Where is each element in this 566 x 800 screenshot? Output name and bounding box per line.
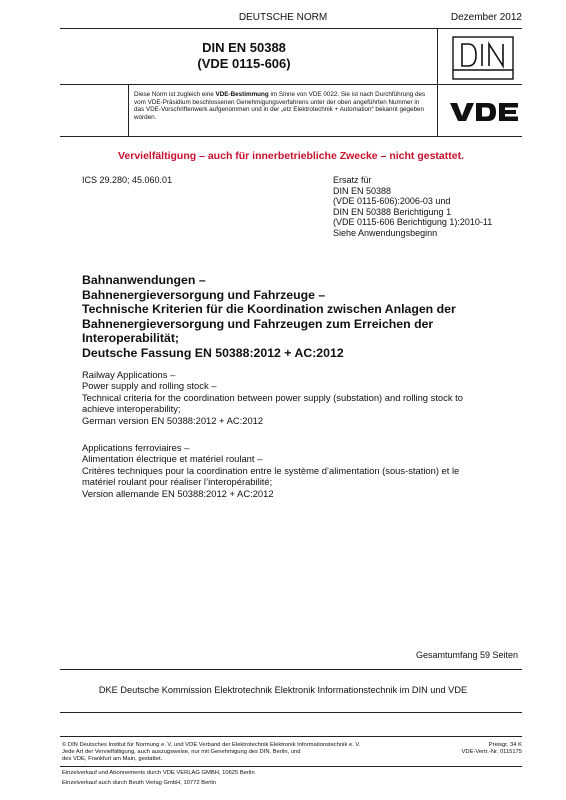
sales-rule (60, 766, 522, 767)
replaces-line: (VDE 0115-606 Berichtigung 1):2010-11 (333, 217, 493, 228)
title-german-line: Deutsche Fassung EN 50388:2012 + AC:2012 (82, 345, 344, 360)
price-block (462, 742, 522, 756)
dke-top-rule (60, 669, 522, 670)
note-text-after: im Sinne von VDE 0022. Sie ist nach Durchführung des vom VDE-Präsidium beschlossenen Genehmigungsverfahrens unter der oben angeführten Nummer in das VDE-Vorschriftenwerk aufgenommen und in der „etz Elektrotechnik + Automation“ bekannt gegeben worden. (134, 91, 426, 121)
replaces-block (333, 175, 492, 239)
title-german-line: Technische Kriterien für die Koordination zwischen Anlagen der (82, 302, 456, 317)
note-left-rule (128, 84, 129, 136)
replaces-line: (VDE 0115-606):2006-03 und (333, 196, 451, 207)
title-german-line: Bahnenergieversorgung und Fahrzeugen zum Erreichen der (82, 316, 434, 331)
title-french-line: Critères techniques pour la coordination entre le système d’alimentation (sous-station) et le (82, 464, 460, 476)
title-french-line: matériel roulant pour réaliser l’interopérabilité; (82, 476, 273, 488)
sales-vde-verlag: Einzelverkauf und Abonnements durch VDE VERLAG GMBH, 10625 Berlin (62, 770, 255, 776)
replaces-line: Ersatz für (333, 175, 372, 185)
title-english-line: Railway Applications – (82, 369, 176, 380)
dke-bottom-rule (60, 712, 522, 713)
copy-prohibition-warning: Vervielfältigung – auch für innerbetriebliche Zwecke – nicht gestattet. (117, 150, 464, 162)
note-text-before: Diese Norm ist zugleich eine (134, 91, 216, 98)
title-german-line: Bahnenergieversorgung und Fahrzeuge – (82, 287, 326, 302)
copyright-line: des VDE, Frankfurt am Main, gestattet. (62, 756, 163, 762)
vde-distribution-number: VDE-Vertr.-Nr. 0115175 (461, 749, 522, 755)
logo-column-rule (437, 28, 438, 136)
title-english-line: achieve interoperability; (82, 403, 181, 415)
din-logo (452, 36, 514, 80)
title-french-line: Applications ferroviaires – (82, 442, 190, 453)
title-german (82, 273, 522, 361)
footer-rule (60, 736, 522, 737)
title-divider (60, 84, 522, 85)
note-divider (60, 136, 522, 137)
title-french (82, 442, 522, 499)
title-english (82, 369, 522, 426)
publication-date: Dezember 2012 (450, 12, 522, 23)
note-text-bold: VDE-Bestimmung (215, 91, 269, 98)
vde-logo (448, 100, 522, 124)
document-type-label: DEUTSCHE NORM (238, 12, 328, 23)
copyright-notice (62, 742, 432, 763)
title-english-line: Power supply and rolling stock – (82, 380, 217, 392)
dke-line: DKE Deutsche Kommission Elektrotechnik Elektronik Informationstechnik im DIN und VDE (98, 685, 468, 695)
title-english-line: German version EN 50388:2012 + AC:2012 (82, 414, 264, 426)
standard-number: DIN EN 50388 (202, 40, 286, 55)
copyright-line: Jede Art der Vervielfältigung, auch auszugsweise, nur mit Genehmigung des DIN, Berlin, und (62, 749, 301, 755)
replaces-line: Siehe Anwendungsbeginn (333, 227, 438, 238)
copyright-line: © DIN Deutsches Institut für Normung e. V. und VDE Verband der Elektrotechnik Elektronik Informationstechnik e. V. (62, 742, 361, 748)
replaces-line: DIN EN 50388 (333, 185, 392, 196)
title-english-line: Technical criteria for the coordination between power supply (substation) and rolling stock to (82, 391, 463, 403)
title-french-line: Alimentation électrique et matériel roulant – (82, 453, 263, 465)
total-pages: Gesamtumfang 59 Seiten (415, 650, 518, 660)
header-divider (60, 28, 522, 29)
ics-codes: ICS 29.280; 45.060.01 (82, 175, 173, 185)
vde-regulation-note (134, 91, 430, 121)
title-german-line: Bahnanwendungen – (82, 273, 206, 287)
vde-classification: (VDE 0115-606) (197, 56, 291, 71)
price-group: Preisgr. 34 K (488, 742, 522, 748)
title-german-line: Interoperabilität; (82, 331, 180, 346)
replaces-line: DIN EN 50388 Berichtigung 1 (333, 206, 452, 217)
sales-beuth-verlag: Einzelverkauf auch durch Beuth Verlag GmbH, 10772 Berlin (62, 780, 217, 786)
title-french-line: Version allemande EN 50388:2012 + AC:2012 (82, 487, 274, 499)
